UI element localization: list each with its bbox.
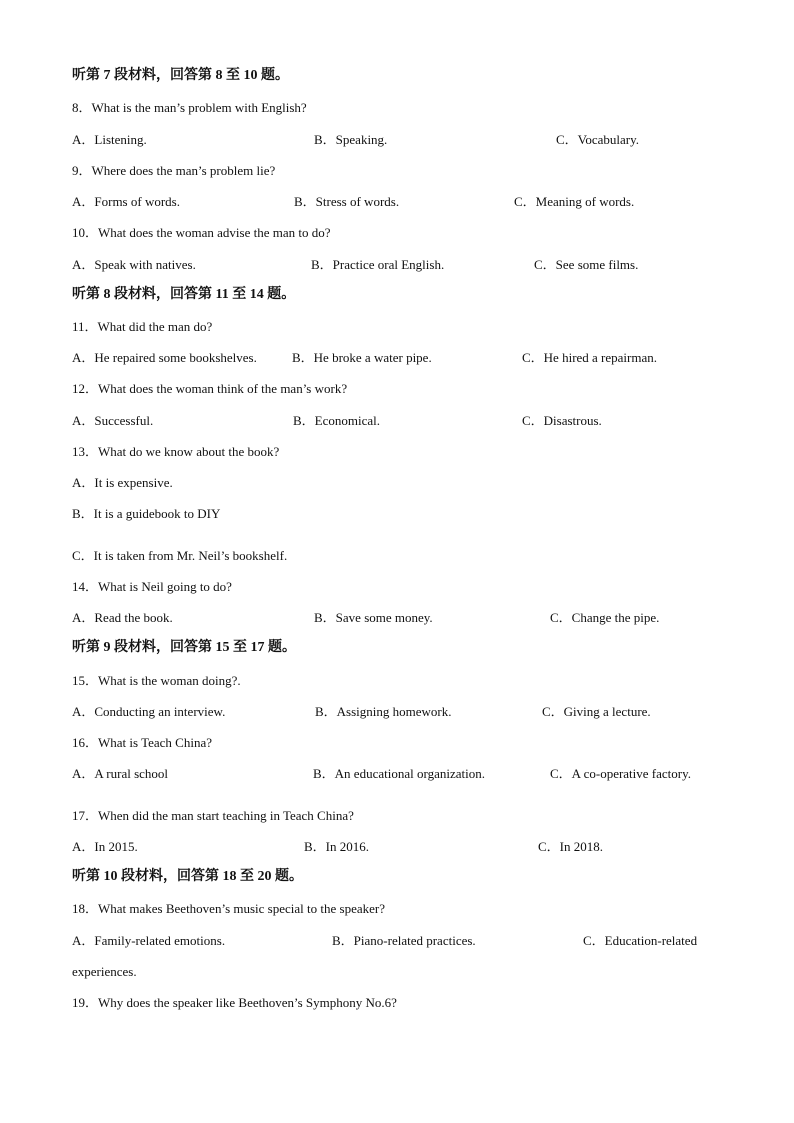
option-14b: B．Save some money.: [314, 610, 433, 625]
option-14a: A．Read the book.: [72, 610, 173, 625]
option-17a: A．In 2015.: [72, 839, 138, 854]
option-9b: B．Stress of words.: [294, 194, 400, 209]
option-8c: C．Vocabulary.: [556, 132, 640, 147]
option-8a: A．Listening.: [72, 132, 147, 147]
option-16b: B．An educational organization.: [313, 766, 485, 781]
option-17b: B．In 2016.: [304, 839, 370, 854]
option-15c: C．Giving a lecture.: [542, 704, 651, 719]
section-heading: 听第 9 段材料，回答第 15 至 17 题。: [72, 640, 296, 655]
option-10a: A．Speak with natives.: [72, 257, 196, 272]
option-11a: A．He repaired some bookshelves.: [72, 350, 257, 365]
option-15a: A．Conducting an interview.: [72, 704, 226, 719]
option-16c: C．A co-operative factory.: [550, 766, 692, 781]
option-12a: A．Successful.: [72, 413, 154, 428]
question-17: 17．When did the man start teaching in Teach China?: [72, 808, 354, 823]
option-15b: B．Assigning homework.: [315, 704, 452, 719]
section-heading: 听第 10 段材料，回答第 18 至 20 题。: [72, 869, 303, 884]
option-10b: B．Practice oral English.: [311, 257, 445, 272]
option-13c: C．It is taken from Mr. Neil’s bookshelf.: [72, 548, 288, 563]
option-10c: C．See some films.: [534, 257, 639, 272]
section-heading: 听第 7 段材料，回答第 8 至 10 题。: [72, 68, 289, 83]
question-13: 13．What do we know about the book?: [72, 444, 280, 459]
section-heading: 听第 8 段材料，回答第 11 至 14 题。: [72, 287, 296, 302]
option-9a: A．Forms of words.: [72, 194, 180, 209]
option-11c: C．He hired a repairman.: [522, 350, 658, 365]
option-18b: B．Piano-related practices.: [332, 933, 476, 948]
question-15: 15．What is the woman doing?.: [72, 673, 241, 688]
option-13a: A．It is expensive.: [72, 475, 173, 490]
option-13b: B．It is a guidebook to DIY: [72, 506, 221, 521]
option-8b: B．Speaking.: [314, 132, 388, 147]
option-11b: B．He broke a water pipe.: [292, 350, 432, 365]
option-17c: C．In 2018.: [538, 839, 604, 854]
option-18c: C．Education-related: [583, 933, 698, 948]
question-10: 10．What does the woman advise the man to do?: [72, 225, 331, 240]
option-18a: A．Family-related emotions.: [72, 933, 226, 948]
option-14c: C．Change the pipe.: [550, 610, 660, 625]
question-14: 14．What is Neil going to do?: [72, 579, 232, 594]
option-12c: C．Disastrous.: [522, 413, 602, 428]
question-11: 11．What did the man do?: [72, 319, 213, 334]
question-16: 16．What is Teach China?: [72, 735, 213, 750]
option-16a: A．A rural school: [72, 766, 169, 781]
question-12: 12．What does the woman think of the man’s work?: [72, 381, 348, 396]
question-8: 8．What is the man’s problem with English?: [72, 100, 307, 115]
question-18: 18．What makes Beethoven’s music special to the speaker?: [72, 901, 385, 916]
option-18c-continued: experiences.: [72, 964, 137, 979]
option-12b: B．Economical.: [293, 413, 381, 428]
question-9: 9．Where does the man’s problem lie?: [72, 163, 276, 178]
question-19: 19．Why does the speaker like Beethoven’s Symphony No.6?: [72, 995, 397, 1010]
option-9c: C．Meaning of words.: [514, 194, 635, 209]
